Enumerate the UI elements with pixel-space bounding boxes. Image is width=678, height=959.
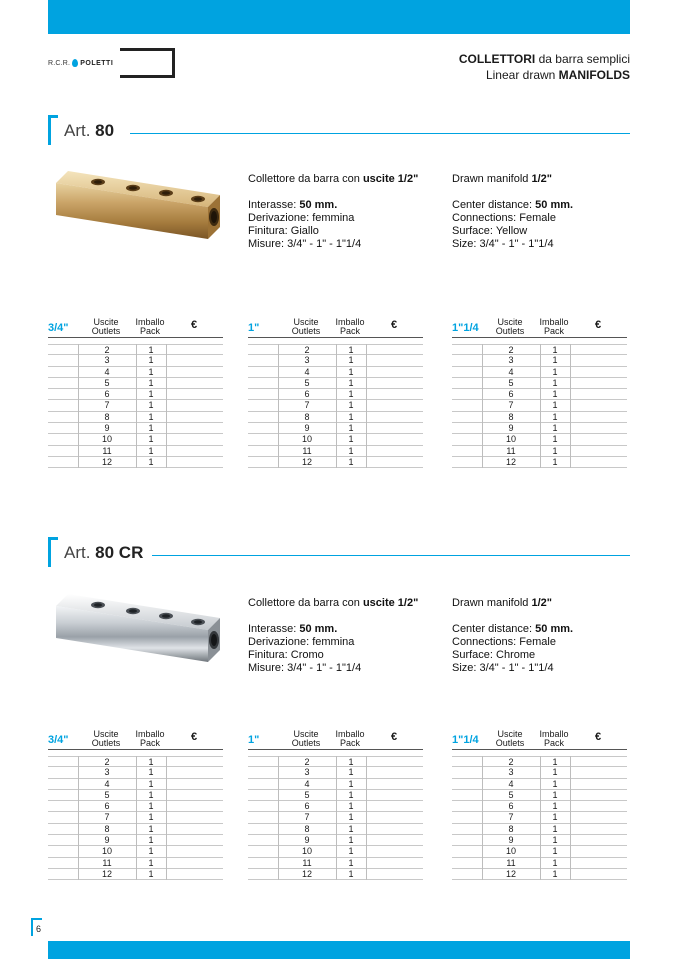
pack-cell: 1 [348,778,354,789]
pack-cell: 1 [552,423,558,434]
pack-cell: 1 [348,767,354,778]
outlets-header-en: Outlets [495,738,525,748]
outlets-cell: 5 [304,377,310,388]
price-table-art80cr-1-1-4 [452,730,627,880]
outlets-cell: 10 [101,434,112,445]
pack-cell: 1 [552,789,558,800]
desc-it-misure: Misure: 3/4" - 1" - 1"1/4 [248,238,362,250]
outlets-cell: 11 [302,445,312,456]
column-divider [136,344,137,468]
desc-it-interasse-label: Interasse: [248,199,300,211]
section-header-art-80 [48,115,630,147]
outlets-cell: 5 [104,789,110,800]
column-divider [78,344,79,468]
desc-en-size: Size: 3/4" - 1" - 1"1/4 [452,662,554,674]
column-divider [366,756,367,880]
outlets-header [494,318,526,336]
outlets-cell: 2 [104,345,110,355]
outlets-cell: 10 [301,846,312,857]
section-bracket [48,115,58,145]
description-it-art-80 [248,173,418,251]
outlets-cell: 2 [104,757,110,767]
pack-header-it: Imballo [135,317,165,327]
desc-it-line1: Collettore da barra con [248,173,363,185]
outlets-cell: 10 [505,846,516,857]
pack-cell: 1 [552,812,558,823]
header-en-plain: Linear drawn [485,68,559,82]
desc-en-connections: Connections: Female [452,212,556,224]
column-divider [482,344,483,468]
description-en-art-80-cr [452,597,573,675]
desc-en-distance-label: Center distance: [452,623,536,635]
pack-cell: 1 [348,789,354,800]
top-accent-bar [48,0,630,34]
outlets-header-it: Uscite [497,317,523,327]
table-body [248,756,423,880]
outlets-cell: 9 [304,423,310,434]
outlets-cell: 9 [104,835,110,846]
section-title-number: 80 [95,121,115,140]
outlets-cell: 4 [508,778,514,789]
column-divider [570,756,571,880]
section-rule [130,133,630,134]
outlets-cell: 10 [505,434,516,445]
column-divider [166,344,167,468]
outlets-cell: 7 [304,812,310,823]
size-label: 3/4" [48,322,69,334]
price-table-art80-1 [248,318,423,468]
pack-cell: 1 [348,456,354,467]
pack-cell: 1 [348,423,354,434]
outlets-cell: 7 [508,812,514,823]
outlets-cell: 9 [304,835,310,846]
pack-cell: 1 [348,846,354,857]
outlets-cell: 8 [104,411,110,422]
pack-cell: 1 [552,778,558,789]
outlets-header [494,730,526,748]
outlets-cell: 9 [104,423,110,434]
outlets-header-en: Outlets [495,326,525,336]
pack-cell: 1 [148,823,154,834]
column-divider [166,756,167,880]
outlets-cell: 7 [508,400,514,411]
desc-it-interasse-value: 50 mm. [299,199,338,211]
bottom-accent-bar [48,941,630,959]
outlets-cell: 5 [104,377,110,388]
outlets-cell: 12 [505,456,516,467]
outlets-cell: 3 [508,767,514,778]
outlets-cell: 10 [301,434,312,445]
outlets-header [290,318,322,336]
desc-it-line1-bold: uscite 1/2" [362,597,419,609]
euro-icon: € [391,731,398,743]
description-en-art-80 [452,173,573,251]
desc-it-finitura: Finitura: Giallo [248,225,319,237]
desc-en-line1-bold: 1/2" [531,173,552,185]
pack-cell: 1 [348,411,354,422]
pack-header-it: Imballo [335,729,365,739]
pack-cell: 1 [148,445,154,456]
pack-cell: 1 [148,434,154,445]
pack-cell: 1 [148,355,154,366]
column-divider [366,344,367,468]
outlets-cell: 12 [301,456,312,467]
outlets-cell: 12 [101,868,112,879]
outlets-cell: 5 [508,789,514,800]
pack-header-en: Pack [139,738,160,748]
table-header [248,730,423,750]
outlets-cell: 2 [508,757,514,767]
pack-cell: 1 [348,445,354,456]
table-header [248,318,423,338]
pack-header-it: Imballo [135,729,165,739]
outlets-header-en: Outlets [291,738,321,748]
pack-cell: 1 [552,345,558,355]
pack-cell: 1 [552,857,558,868]
pack-cell: 1 [148,757,154,767]
desc-it-derivazione: Derivazione: femmina [248,636,355,648]
drop-icon [72,59,78,67]
desc-en-distance-label: Center distance: [452,199,536,211]
pack-header-en: Pack [543,326,564,336]
table-body [48,756,223,880]
pack-cell: 1 [552,868,558,879]
outlets-cell: 4 [304,778,310,789]
outlets-cell: 6 [304,801,310,812]
size-label: 3/4" [48,734,69,746]
column-divider [482,756,483,880]
desc-it-interasse-value: 50 mm. [299,623,338,635]
outlets-cell: 11 [506,445,516,456]
pack-cell: 1 [348,389,354,400]
desc-en-line1-bold: 1/2" [531,597,552,609]
outlets-header-it: Uscite [93,317,119,327]
outlets-cell: 3 [104,767,110,778]
outlets-cell: 8 [508,823,514,834]
outlets-cell: 5 [304,789,310,800]
table-header [452,318,627,338]
header-it-rest: da barra semplici [535,52,630,66]
column-divider [336,344,337,468]
pack-cell: 1 [348,345,354,355]
header-en-bold: MANIFOLDS [558,68,630,82]
section-title-prefix: Art. [64,543,96,562]
column-divider [540,344,541,468]
desc-en-line1: Drawn manifold [452,173,532,185]
outlets-cell: 4 [508,366,514,377]
outlets-cell: 12 [301,868,312,879]
section-title [64,121,114,141]
price-table-art80-3-4 [48,318,223,468]
pack-cell: 1 [348,366,354,377]
column-divider [336,756,337,880]
column-divider [278,756,279,880]
euro-icon: € [391,319,398,331]
desc-en-line1: Drawn manifold [452,597,532,609]
outlets-cell: 2 [508,345,514,355]
outlets-cell: 9 [508,835,514,846]
outlets-cell: 6 [508,389,514,400]
pack-cell: 1 [348,823,354,834]
pack-cell: 1 [552,757,558,767]
pack-cell: 1 [148,366,154,377]
pack-cell: 1 [148,345,154,355]
outlets-header-it: Uscite [293,729,319,739]
euro-icon: € [191,319,198,331]
outlets-header-en: Outlets [91,738,121,748]
outlets-cell: 3 [508,355,514,366]
pack-header-en: Pack [339,326,360,336]
pack-cell: 1 [552,823,558,834]
table-body [48,344,223,468]
desc-en-connections: Connections: Female [452,636,556,648]
logo-frame [120,48,175,78]
table-header [452,730,627,750]
pack-cell: 1 [552,377,558,388]
outlets-header-it: Uscite [293,317,319,327]
description-it-art-80-cr [248,597,418,675]
pack-cell: 1 [552,801,558,812]
pack-header-it: Imballo [539,729,569,739]
euro-icon: € [595,731,602,743]
pack-cell: 1 [552,434,558,445]
outlets-cell: 5 [508,377,514,388]
section-rule [152,555,630,556]
pack-cell: 1 [348,377,354,388]
outlets-cell: 8 [508,411,514,422]
outlets-header-en: Outlets [291,326,321,336]
outlets-cell: 7 [304,400,310,411]
pack-cell: 1 [148,411,154,422]
pack-header [332,730,368,748]
pack-cell: 1 [148,789,154,800]
pack-cell: 1 [348,355,354,366]
euro-icon: € [191,731,198,743]
header-title [459,51,630,83]
desc-en-surface: Surface: Yellow [452,225,528,237]
brass-manifold-photo [48,165,228,245]
section-header-art-80-cr [48,537,630,569]
pack-cell: 1 [552,846,558,857]
pack-cell: 1 [148,767,154,778]
brand-logo [48,49,113,77]
pack-cell: 1 [552,389,558,400]
outlets-cell: 7 [104,812,110,823]
pack-header-en: Pack [543,738,564,748]
pack-header [536,730,572,748]
price-table-art80-1-1-4 [452,318,627,468]
size-label: 1" [248,734,260,746]
pack-cell: 1 [348,812,354,823]
pack-cell: 1 [148,835,154,846]
pack-cell: 1 [148,389,154,400]
outlets-header [90,730,122,748]
table-header [48,730,223,750]
pack-cell: 1 [348,801,354,812]
column-divider [78,756,79,880]
chrome-manifold-photo [48,588,228,668]
desc-it-interasse-label: Interasse: [248,623,300,635]
outlets-cell: 3 [304,355,310,366]
desc-en-distance-value: 50 mm. [535,199,574,211]
outlets-cell: 11 [302,857,312,868]
outlets-cell: 12 [505,868,516,879]
pack-cell: 1 [148,812,154,823]
desc-it-line1: Collettore da barra con [248,597,363,609]
pack-cell: 1 [148,868,154,879]
outlets-cell: 12 [101,456,112,467]
table-body [452,756,627,880]
pack-cell: 1 [348,857,354,868]
pack-cell: 1 [552,355,558,366]
outlets-cell: 6 [304,389,310,400]
column-divider [278,344,279,468]
desc-it-derivazione: Derivazione: femmina [248,212,355,224]
pack-header-it: Imballo [539,317,569,327]
outlets-cell: 3 [304,767,310,778]
pack-cell: 1 [348,757,354,767]
pack-cell: 1 [148,801,154,812]
pack-cell: 1 [148,456,154,467]
pack-header-en: Pack [339,738,360,748]
outlets-cell: 11 [102,857,112,868]
pack-cell: 1 [148,857,154,868]
column-divider [136,756,137,880]
outlets-cell: 8 [304,411,310,422]
table-body [248,344,423,468]
size-label: 1" [248,322,260,334]
outlets-header-it: Uscite [497,729,523,739]
outlets-cell: 4 [104,778,110,789]
pack-header [332,318,368,336]
desc-it-finitura: Finitura: Cromo [248,649,324,661]
brand-name: POLETTI [80,59,114,67]
pack-header [132,730,168,748]
outlets-cell: 2 [304,757,310,767]
section-title-prefix: Art. [64,121,96,140]
outlets-header-it: Uscite [93,729,119,739]
pack-cell: 1 [348,835,354,846]
pack-cell: 1 [148,846,154,857]
pack-cell: 1 [148,400,154,411]
pack-cell: 1 [348,868,354,879]
price-table-art80cr-3-4 [48,730,223,880]
desc-en-size: Size: 3/4" - 1" - 1"1/4 [452,238,554,250]
desc-it-line1-bold: uscite 1/2" [362,173,419,185]
pack-header [132,318,168,336]
pack-cell: 1 [148,778,154,789]
table-body [452,344,627,468]
outlets-cell: 6 [508,801,514,812]
pack-cell: 1 [148,377,154,388]
size-label: 1"1/4 [452,322,479,334]
outlets-cell: 10 [101,846,112,857]
pack-cell: 1 [552,411,558,422]
column-divider [570,344,571,468]
brand-prefix: R.C.R. [48,59,71,67]
pack-cell: 1 [348,434,354,445]
pack-cell: 1 [552,767,558,778]
outlets-cell: 9 [508,423,514,434]
outlets-cell: 2 [304,345,310,355]
outlets-cell: 8 [104,823,110,834]
outlets-cell: 6 [104,801,110,812]
section-title [64,543,143,563]
pack-cell: 1 [552,456,558,467]
outlets-cell: 11 [506,857,516,868]
outlets-cell: 11 [102,445,112,456]
outlets-cell: 8 [304,823,310,834]
page-number: 6 [31,918,42,936]
pack-cell: 1 [552,445,558,456]
outlets-cell: 4 [104,366,110,377]
pack-header [536,318,572,336]
pack-cell: 1 [348,400,354,411]
pack-cell: 1 [552,366,558,377]
section-title-number: 80 CR [95,543,144,562]
section-bracket [48,537,58,567]
header-it-bold: COLLETTORI [458,52,536,66]
pack-cell: 1 [552,835,558,846]
table-header [48,318,223,338]
outlets-header [90,318,122,336]
outlets-cell: 7 [104,400,110,411]
euro-icon: € [595,319,602,331]
price-table-art80cr-1 [248,730,423,880]
pack-cell: 1 [148,423,154,434]
outlets-header-en: Outlets [91,326,121,336]
pack-header-it: Imballo [335,317,365,327]
outlets-header [290,730,322,748]
desc-en-distance-value: 50 mm. [535,623,574,635]
pack-cell: 1 [552,400,558,411]
outlets-cell: 6 [104,389,110,400]
pack-header-en: Pack [139,326,160,336]
outlets-cell: 3 [104,355,110,366]
desc-en-surface: Surface: Chrome [452,649,536,661]
outlets-cell: 4 [304,366,310,377]
column-divider [540,756,541,880]
size-label: 1"1/4 [452,734,479,746]
desc-it-misure: Misure: 3/4" - 1" - 1"1/4 [248,662,362,674]
